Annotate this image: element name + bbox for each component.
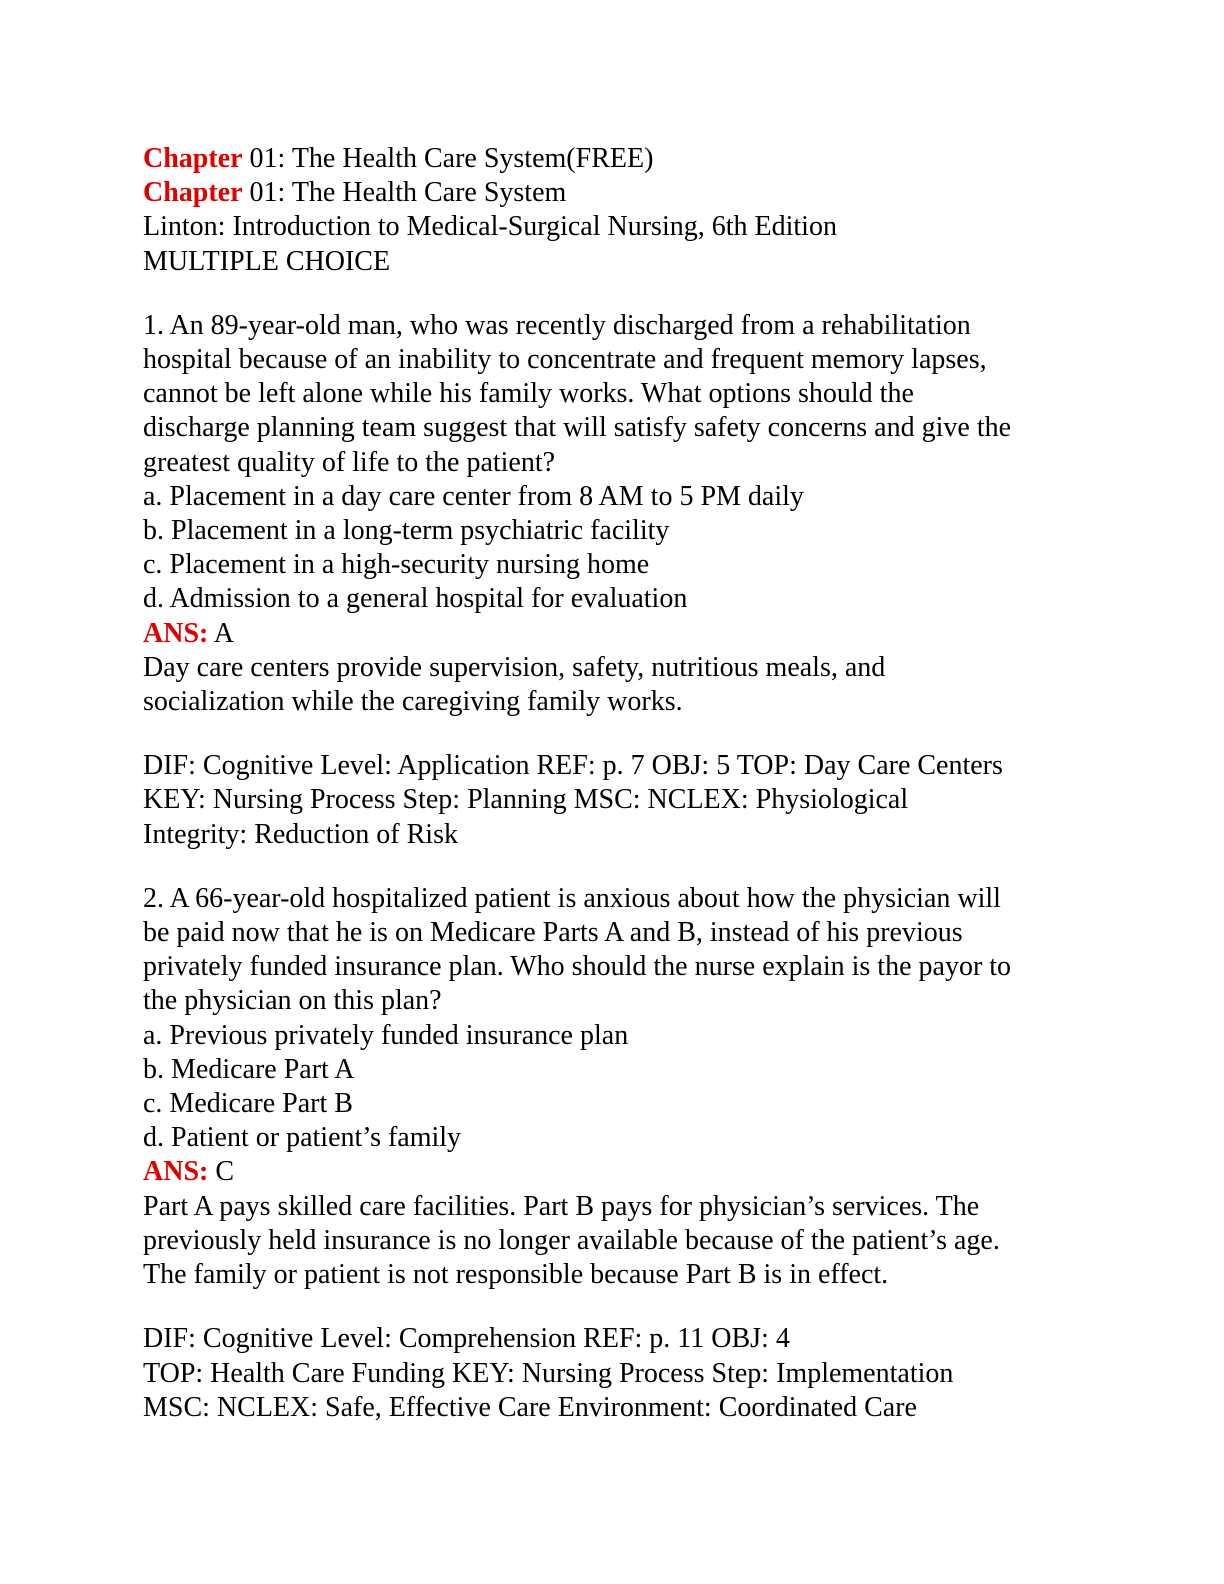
metadata-line: MSC: NCLEX: Safe, Effective Care Environment: Coordinated Care bbox=[143, 1391, 917, 1423]
question-1 bbox=[143, 309, 1103, 852]
answer-label: ANS: bbox=[143, 617, 209, 649]
chapter-title-text: 01: The Health Care System bbox=[242, 177, 567, 209]
question-stem-line: discharge planning team suggest that will satisfy safety concerns and give the bbox=[143, 412, 1012, 444]
answer-option-d: d. Admission to a general hospital for evaluation bbox=[143, 583, 688, 615]
metadata-line: Integrity: Reduction of Risk bbox=[143, 818, 458, 850]
answer-key bbox=[143, 1155, 1103, 1189]
metadata-line: TOP: Health Care Funding KEY: Nursing Process Step: Implementation bbox=[143, 1357, 954, 1389]
rationale-line: socialization while the caregiving family works. bbox=[143, 686, 683, 718]
rationale-line: Day care centers provide supervision, safety, nutritious meals, and bbox=[143, 651, 886, 683]
answer-option-c: c. Placement in a high-security nursing home bbox=[143, 549, 650, 581]
answer-option-d: d. Patient or patient’s family bbox=[143, 1122, 462, 1154]
answer-value: A bbox=[208, 617, 235, 649]
chapter-title-free bbox=[143, 142, 1103, 176]
answer-key bbox=[143, 617, 1103, 651]
chapter-label: Chapter bbox=[143, 143, 243, 174]
chapter-title bbox=[143, 176, 1103, 210]
rationale-line: Part A pays skilled care facilities. Part B pays for physician’s services. The bbox=[143, 1190, 980, 1222]
spacer bbox=[143, 719, 1103, 749]
book-title: Linton: Introduction to Medical-Surgical Nursing, 6th Edition bbox=[143, 211, 837, 243]
section-heading: MULTIPLE CHOICE bbox=[143, 245, 391, 277]
rationale-line: The family or patient is not responsible because Part B is in effect. bbox=[143, 1259, 889, 1291]
question-stem-line: hospital because of an inability to concentrate and frequent memory lapses, bbox=[143, 344, 987, 376]
question-stem-line: the physician on this plan? bbox=[143, 985, 442, 1017]
spacer bbox=[143, 852, 1103, 882]
spacer bbox=[143, 1292, 1103, 1322]
answer-option-a: a. Placement in a day care center from 8 AM to 5 PM daily bbox=[143, 480, 804, 512]
chapter-title-text: 01: The Health Care System(FREE) bbox=[242, 143, 654, 174]
document-page bbox=[143, 142, 1103, 1425]
chapter-label: Chapter bbox=[143, 177, 243, 209]
answer-label: ANS: bbox=[143, 1156, 209, 1188]
spacer bbox=[143, 279, 1103, 309]
metadata-line: DIF: Cognitive Level: Application REF: p. 7 OBJ: 5 TOP: Day Care Centers bbox=[143, 750, 1003, 782]
question-2 bbox=[143, 882, 1103, 1425]
answer-option-b: b. Placement in a long-term psychiatric facility bbox=[143, 515, 670, 547]
answer-option-a: a. Previous privately funded insurance plan bbox=[143, 1019, 629, 1051]
question-stem-line: privately funded insurance plan. Who should the nurse explain is the payor to bbox=[143, 951, 1012, 983]
rationale-line: previously held insurance is no longer available because of the patient’s age. bbox=[143, 1224, 1000, 1256]
question-stem-line: cannot be left alone while his family works. What options should the bbox=[143, 378, 914, 410]
answer-value: C bbox=[208, 1156, 235, 1188]
question-stem-line: be paid now that he is on Medicare Parts A and B, instead of his previous bbox=[143, 917, 963, 949]
answer-option-c: c. Medicare Part B bbox=[143, 1088, 353, 1120]
question-stem-line: 1. An 89-year-old man, who was recently discharged from a rehabilitation bbox=[143, 309, 971, 341]
answer-option-b: b. Medicare Part A bbox=[143, 1053, 355, 1085]
question-stem-line: greatest quality of life to the patient? bbox=[143, 446, 556, 478]
metadata-line: DIF: Cognitive Level: Comprehension REF: p. 11 OBJ: 4 bbox=[143, 1323, 790, 1355]
question-stem-line: 2. A 66-year-old hospitalized patient is anxious about how the physician will bbox=[143, 882, 1001, 914]
metadata-line: KEY: Nursing Process Step: Planning MSC: NCLEX: Physiological bbox=[143, 784, 909, 816]
